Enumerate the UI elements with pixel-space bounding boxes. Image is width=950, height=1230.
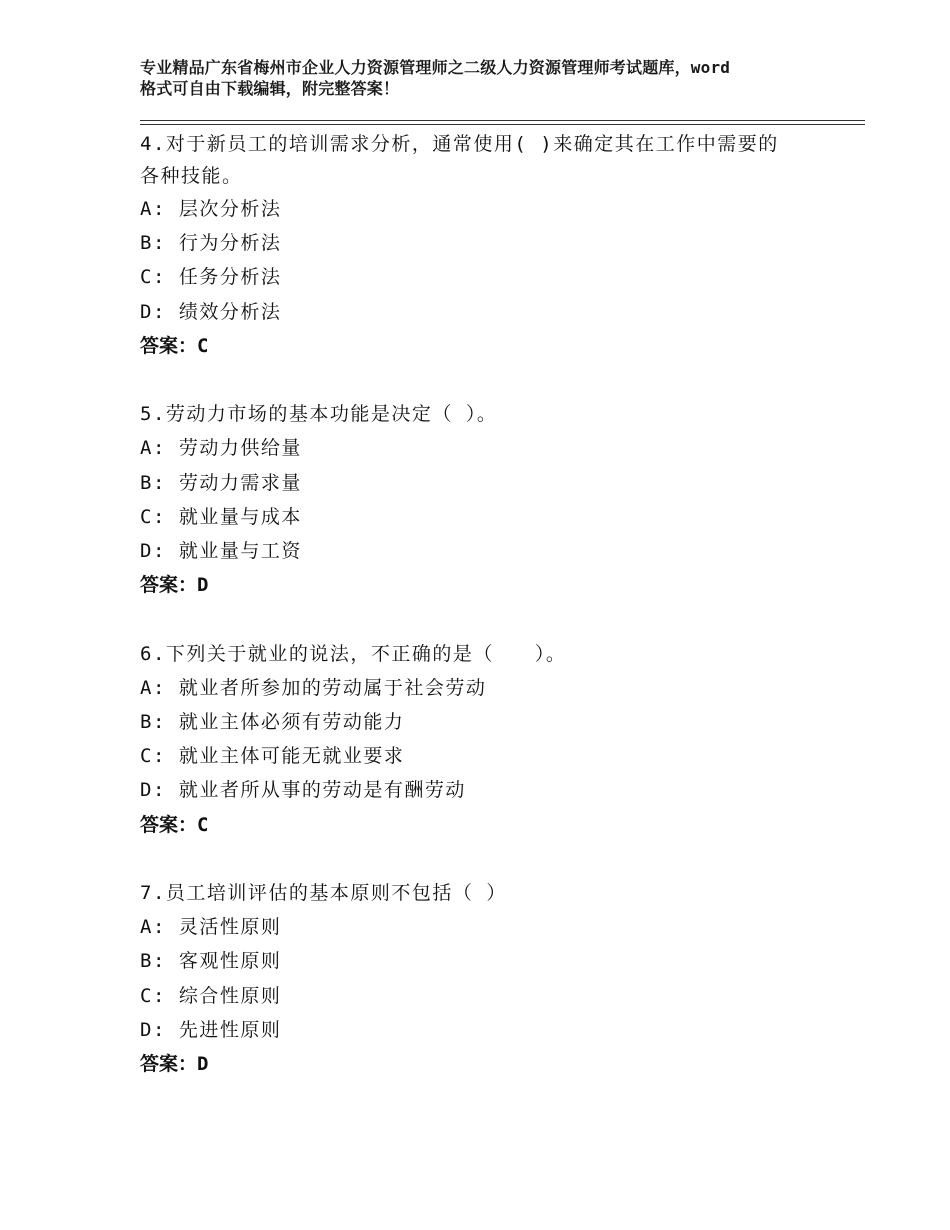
question-gap xyxy=(140,842,840,876)
answer: 答案：D xyxy=(140,1053,209,1076)
header-line-2: 格式可自由下载编辑，附完整答案！ xyxy=(140,79,400,98)
question-5 xyxy=(140,397,840,602)
option-b: B: 劳动力需求量 xyxy=(140,471,302,494)
question-gap xyxy=(140,602,840,636)
question-stem: 7.员工培训评估的基本原则不包括（ ） xyxy=(140,882,507,905)
option-a: A: 劳动力供给量 xyxy=(140,437,302,460)
answer: 答案：C xyxy=(140,334,209,357)
option-d: D: 就业量与工资 xyxy=(140,540,302,563)
question-7 xyxy=(140,876,840,1081)
question-4 xyxy=(140,128,840,363)
option-a: A: 层次分析法 xyxy=(140,198,282,220)
document-header xyxy=(140,57,840,99)
question-list xyxy=(140,128,840,1081)
question-stem: 4.对于新员工的培训需求分析，通常使用( )来确定其在工作中需要的 xyxy=(140,133,779,155)
answer: 答案：D xyxy=(140,574,209,597)
header-divider-bottom xyxy=(140,124,865,125)
question-gap xyxy=(140,363,840,397)
question-6 xyxy=(140,637,840,842)
option-b: B: 就业主体必须有劳动能力 xyxy=(140,711,405,734)
header-divider-top xyxy=(140,120,865,121)
header-line-1: 专业精品广东省梅州市企业人力资源管理师之二级人力资源管理师考试题库，word xyxy=(140,58,731,77)
option-d: D: 就业者所从事的劳动是有酬劳动 xyxy=(140,779,466,802)
option-d: D: 绩效分析法 xyxy=(140,300,282,323)
option-a: A: 就业者所参加的劳动属于社会劳动 xyxy=(140,676,487,699)
option-c: C: 就业量与成本 xyxy=(140,505,302,528)
option-c: C: 就业主体可能无就业要求 xyxy=(140,745,405,768)
question-stem: 5.劳动力市场的基本功能是决定（ ）。 xyxy=(140,403,498,426)
option-c: C: 任务分析法 xyxy=(140,266,282,289)
question-stem: 6.下列关于就业的说法，不正确的是（ ）。 xyxy=(140,642,567,665)
answer: 答案：C xyxy=(140,813,209,836)
question-stem-continued: 各种技能。 xyxy=(140,165,243,187)
option-b: B: 行为分析法 xyxy=(140,232,282,255)
option-d: D: 先进性原则 xyxy=(140,1018,282,1041)
option-b: B: 客观性原则 xyxy=(140,950,282,973)
option-c: C: 综合性原则 xyxy=(140,984,282,1007)
option-a: A: 灵活性原则 xyxy=(140,916,282,939)
